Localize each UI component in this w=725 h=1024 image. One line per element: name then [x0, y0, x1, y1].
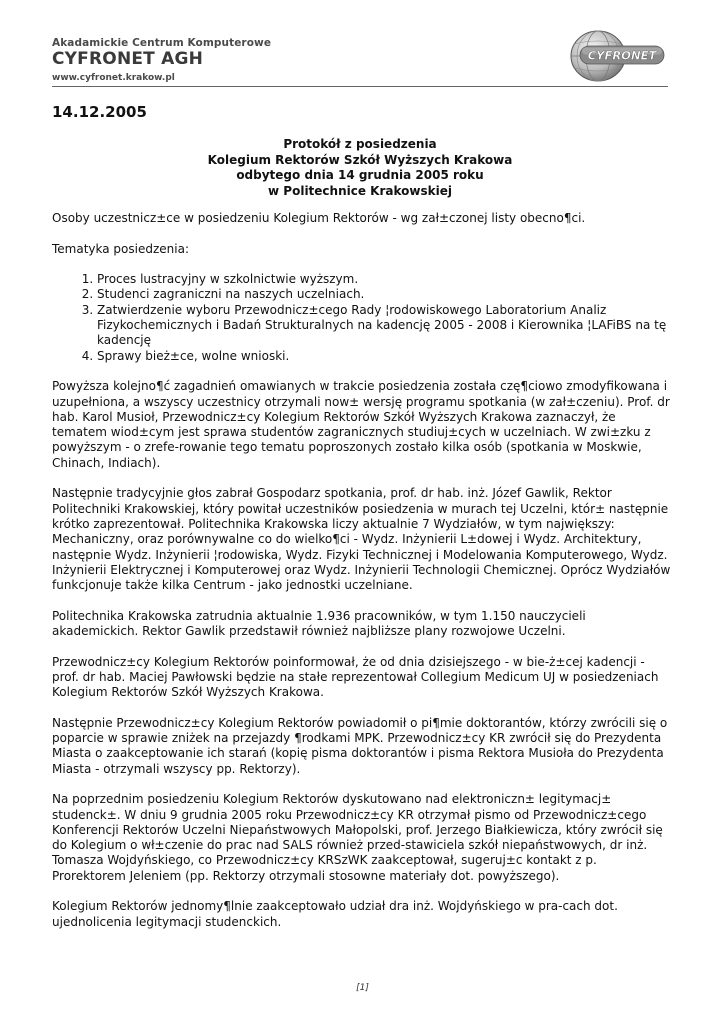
header-divider	[52, 86, 668, 87]
agenda-item: 4. Sprawy bież±ce, wolne wnioski.	[97, 349, 674, 364]
organization-name: Akadamickie Centrum Komputerowe	[52, 37, 272, 49]
title-line: Protokół z posiedzenia	[283, 137, 437, 151]
document-title	[52, 137, 668, 199]
body-paragraph: Następnie Przewodnicz±cy Kolegium Rektorów powiadomił o pi¶mie doktorantów, którzy zwrócili się o poparcie w sprawie zniżek na przejazdy ¶rodkami MPK. Przewodnicz±cy KR zwrócił się do Prezydenta Miasta o zaakceptowanie ich starań (kopię pisma doktorantów i pisma Rektora Musioła do Prezydenta Miasta - otrzymali wszyscy pp. Rektorzy).	[52, 715, 668, 776]
body-paragraph: Następnie tradycyjnie głos zabrał Gospodarz spotkania, prof. dr hab. inż. Józef Gawlik, Rektor Politechniki Krakowskiej, który powitał uczestników posiedzenia w murach tej Uczelni, któr± następnie krótko zaprezentował. Politechnika Krakowska liczy aktualnie 7 Wydziałów, w tym największy: Mechaniczny, oraz porównywalne co do wielko¶ci - Wydz. Inżynierii L±dowej i Wydz. Architektury, następnie Wydz. Inżynierii ¦rodowiska, Wydz. Fizyki Technicznej i Modelowania Komputerowego, Wydz. Inżynierii Elektrycznej i Komputerowej oraz Wydz. Inżynierii Technologii Chemicznej. Oprócz Wydziałów funkcjonuje także kilka Centrum - jako jednostki uczelniane.	[52, 486, 671, 593]
letterhead	[52, 30, 668, 90]
logo-wordmark: CYFRONET	[587, 48, 657, 63]
body-paragraph: Powyższa kolejno¶ć zagadnień omawianych w trakcie posiedzenia została czę¶ciowo zmodyfikowana i uzupełniona, a wszyscy uczestnicy otrzymali now± wersję programu spotkania (w zał±czeniu). Prof. dr hab. Karol Musioł, Przewodnicz±cy Kolegium Rektorów Szkół Wyższych Krakowa zaznaczył, że tematem wiod±cym jest sprawa studentów zagranicznych studiuj±cych w uczelniach. W zwi±zku z powyższym - o zrefe-rowanie tego tematu poproszonych zostało kilka osób (spotkania w Moskwie, Chinach, Indiach).	[52, 379, 670, 470]
agenda-list	[52, 272, 674, 364]
body-paragraph: Przewodnicz±cy Kolegium Rektorów poinformował, że od dnia dzisiejszego - w bie-ż±cej kadencji - prof. dr hab. Maciej Pawłowski będzie na stałe reprezentował Collegium Medicum UJ w posiedzeniach Kolegium Rektorów Szkół Wyższych Krakowa.	[52, 654, 659, 700]
website-url: www.cyfronet.krakow.pl	[52, 73, 175, 83]
document-body	[52, 211, 674, 945]
document-date: 14.12.2005	[52, 103, 147, 121]
page-number: [1]	[356, 983, 369, 993]
body-paragraph: Kolegium Rektorów jednomy¶lnie zaakceptowało udział dra inż. Wojdyńskiego w pra-cach dot. ujednolicenia legitymacji studenckich.	[52, 899, 618, 929]
title-line: odbytego dnia 14 grudnia 2005 roku	[236, 168, 484, 182]
institution-name: CYFRONET AGH	[52, 49, 204, 69]
agenda-intro: Tematyka posiedzenia:	[52, 241, 189, 256]
cyfronet-logo	[568, 30, 668, 82]
body-paragraph: Na poprzednim posiedzeniu Kolegium Rektorów dyskutowano nad elektroniczn± legitymacj± studenck±. W dniu 9 grudnia 2005 roku Przewodnicz±cy KR otrzymał pismo od Przewodnicz±cego Konferencji Rektorów Uczelni Niepaństwowych Małopolski, prof. Jerzego Białkiewicza, który zwrócił się do Kolegium o wł±czenie do prac nad SALS również przed-stawiciela szkół niepaństwowych, dr inż. Tomasza Wojdyńskiego, co Przewodnicz±cy KRSzWK zaakceptował, sugeruj±c kontakt z p. Prorektorem Jeleniem (pp. Rektorzy otrzymali stosowne materiały dot. powyższego).	[52, 792, 663, 883]
body-paragraph: Politechnika Krakowska zatrudnia aktualnie 1.936 pracowników, w tym 1.150 nauczycieli akademickich. Rektor Gawlik przedstawił również najbliższe plany rozwojowe Uczelni.	[52, 608, 586, 639]
title-line: Kolegium Rektorów Szkół Wyższych Krakowa	[207, 152, 513, 167]
agenda-item: 3. Zatwierdzenie wyboru Przewodnicz±cego Rady ¦rodowiskowego Laboratorium Analiz Fizykochemicznych i Badań Strukturalnych na kadencję 2005 - 2008 i Kierownika ¦LAFiBS na tę kadencję	[97, 303, 674, 349]
attendance-paragraph: Osoby uczestnicz±ce w posiedzeniu Kolegium Rektorów - wg zał±czonej listy obecno¶ci.	[52, 211, 586, 225]
title-line: w Politechnice Krakowskiej	[268, 183, 452, 198]
agenda-item: 1. Proces lustracyjny w szkolnictwie wyższym.	[97, 272, 674, 287]
agenda-item: 2. Studenci zagraniczni na naszych uczelniach.	[97, 287, 674, 302]
